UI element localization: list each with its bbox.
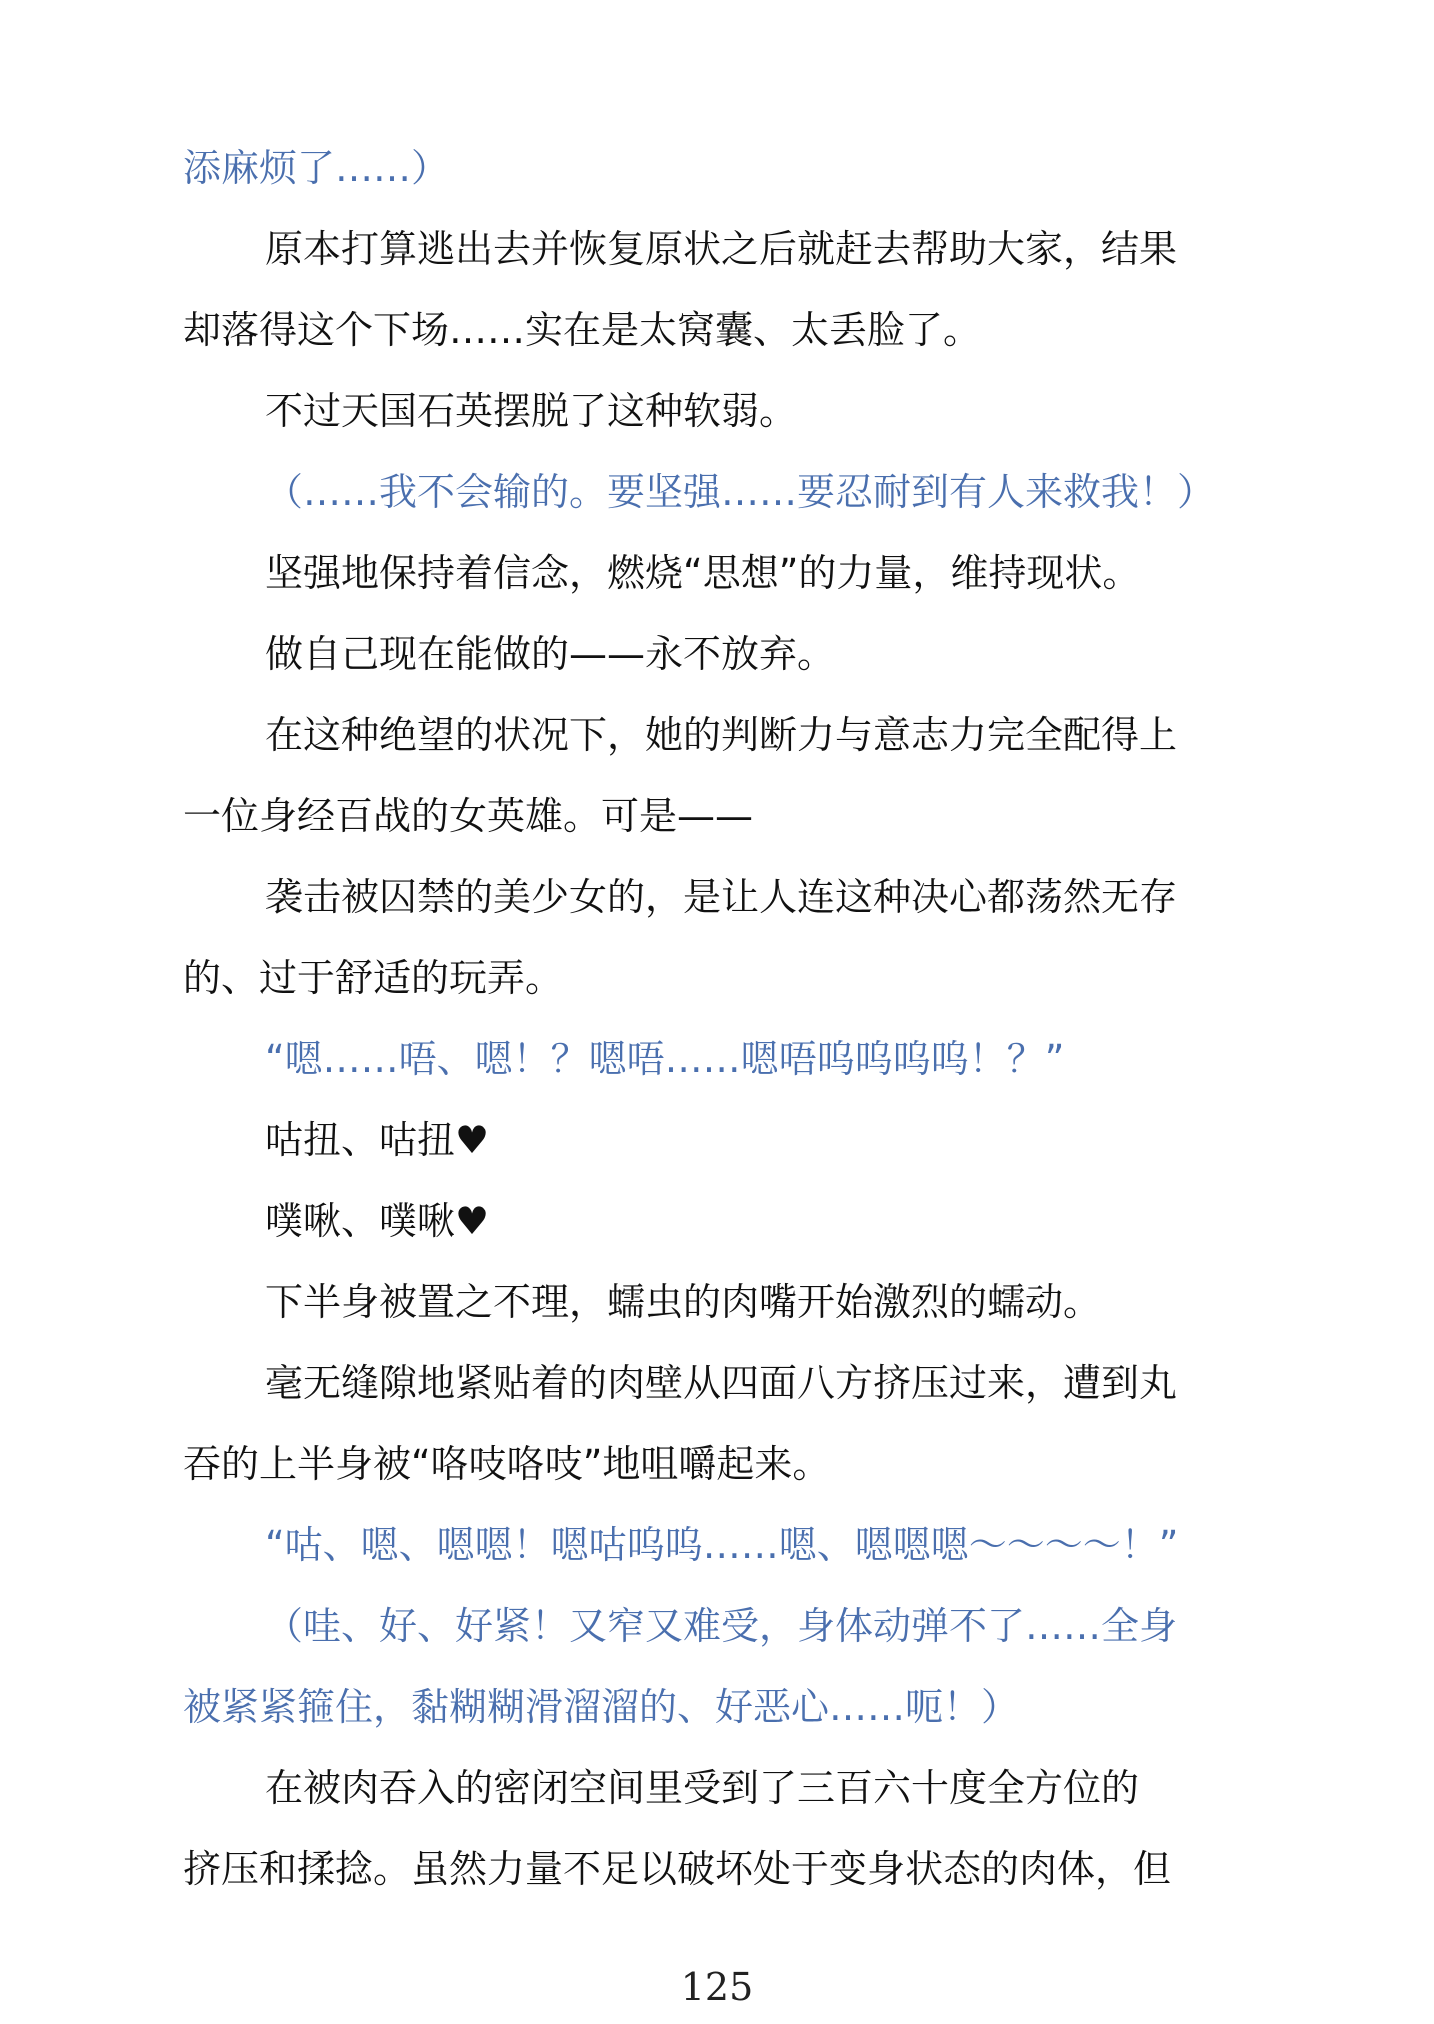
narration-line: 一位身经百战的女英雄。可是—— xyxy=(183,794,754,838)
page-number: 125 xyxy=(680,1965,754,2009)
narration-line: 噗啾、噗啾♥ xyxy=(265,1199,490,1243)
dialogue-line: 被紧紧箍住，黏糊糊滑溜溜的、好恶心……呃！） xyxy=(183,1685,1020,1729)
dialogue-line: （哇、好、好紧！又窄又难受，身体动弹不了……全身 xyxy=(265,1604,1178,1648)
narration-line: 毫无缝隙地紧贴着的肉壁从四面八方挤压过来，遭到丸 xyxy=(265,1361,1178,1405)
dialogue-line: “嗯……唔、嗯！？嗯唔……嗯唔呜呜呜呜！？” xyxy=(265,1037,1065,1081)
narration-line: 的、过于舒适的玩弄。 xyxy=(183,956,564,1000)
narration-line: 下半身被置之不理，蠕虫的肉嘴开始激烈的蠕动。 xyxy=(265,1280,1102,1324)
narration-line: 却落得这个下场……实在是太窝囊、太丢脸了。 xyxy=(183,308,982,352)
narration-line: 挤压和揉捻。虽然力量不足以破坏处于变身状态的肉体，但 xyxy=(183,1847,1172,1891)
narration-line: 咕扭、咕扭♥ xyxy=(265,1118,490,1162)
narration-line: 原本打算逃出去并恢复原状之后就赶去帮助大家，结果 xyxy=(265,227,1178,271)
body-text xyxy=(183,128,1263,1910)
narration-line: 吞的上半身被“咯吱咯吱”地咀嚼起来。 xyxy=(183,1442,831,1486)
narration-line: 坚强地保持着信念，燃烧“思想”的力量，维持现状。 xyxy=(265,551,1141,595)
narration-line: 在被肉吞入的密闭空间里受到了三百六十度全方位的 xyxy=(265,1766,1140,1810)
narration-line: 做自己现在能做的——永不放弃。 xyxy=(265,632,836,676)
dialogue-line: （……我不会输的。要坚强……要忍耐到有人来救我！） xyxy=(265,470,1216,514)
narration-line: 不过天国石英摆脱了这种软弱。 xyxy=(265,389,798,433)
narration-line: 袭击被囚禁的美少女的，是让人连这种决心都荡然无存 xyxy=(265,875,1178,919)
dialogue-line: 添麻烦了……） xyxy=(183,146,450,190)
dialogue-line: “咕、嗯、嗯嗯！嗯咕呜呜……嗯、嗯嗯嗯～～～～！” xyxy=(265,1523,1179,1567)
narration-line: 在这种绝望的状况下，她的判断力与意志力完全配得上 xyxy=(265,713,1178,757)
